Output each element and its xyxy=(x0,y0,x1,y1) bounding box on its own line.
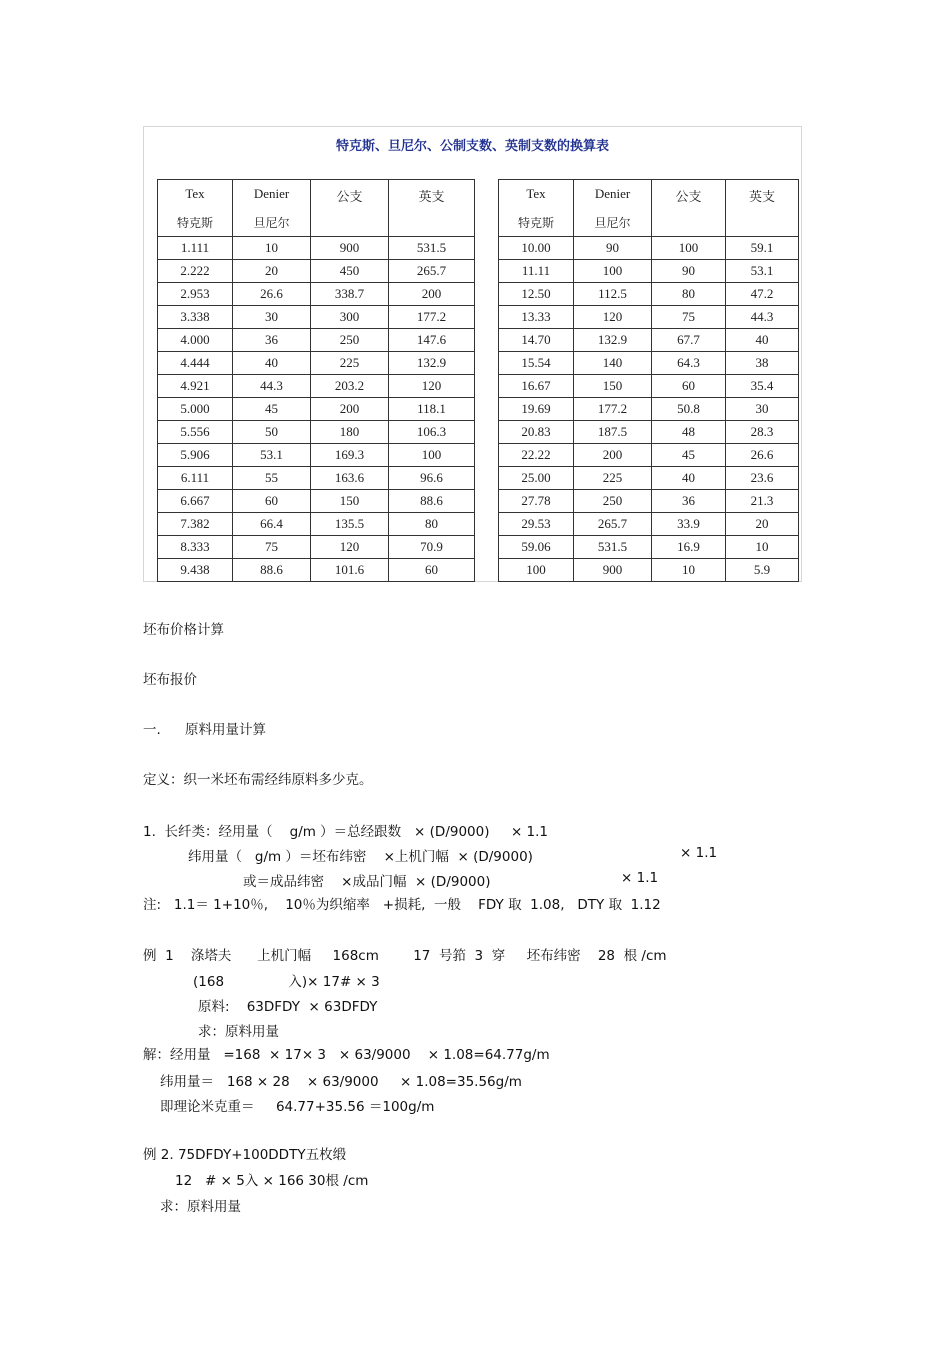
table-cell: 50 xyxy=(233,421,311,444)
table-cell: 120 xyxy=(389,375,475,398)
table-cell: 45 xyxy=(233,398,311,421)
formula-weft-alt-factor: × 1.1 xyxy=(621,870,659,886)
header-label-top: 公支 xyxy=(336,189,363,204)
table-row xyxy=(499,375,799,398)
table-cell: 53.1 xyxy=(233,444,311,467)
table-cell: 45 xyxy=(652,444,726,467)
table-cell: 75 xyxy=(652,306,726,329)
table-cell: 40 xyxy=(652,467,726,490)
table-cell: 106.3 xyxy=(389,421,475,444)
table-cell: 12.50 xyxy=(499,283,574,306)
table-cell: 900 xyxy=(311,237,389,260)
left-header-cell xyxy=(311,180,389,237)
definition-line: 定义：织一米坯布需经纬原料多少克。 xyxy=(143,772,373,788)
table-cell: 187.5 xyxy=(574,421,652,444)
table-cell: 13.33 xyxy=(499,306,574,329)
header-label-bottom: 特克斯 xyxy=(176,216,213,230)
table-cell: 25.00 xyxy=(499,467,574,490)
table-cell: 80 xyxy=(652,283,726,306)
table-cell: 53.1 xyxy=(726,260,799,283)
example1-header: 例 1 涤塔夫 上机门幅 168cm 17 号筘 3 穿 坯布纬密 28 根 /cm xyxy=(143,948,667,964)
table-cell: 250 xyxy=(574,490,652,513)
table-cell: 40 xyxy=(726,329,799,352)
table-cell: 203.2 xyxy=(311,375,389,398)
table-row xyxy=(499,513,799,536)
table-cell: 96.6 xyxy=(389,467,475,490)
table-row xyxy=(499,559,799,582)
right-header-row xyxy=(499,180,799,237)
table-cell: 132.9 xyxy=(389,352,475,375)
table-cell: 1.111 xyxy=(158,237,233,260)
table-cell: 36 xyxy=(652,490,726,513)
figure-title: 特克斯、旦尼尔、公制支数、英制支数的换算表 xyxy=(335,139,609,154)
table-row xyxy=(158,513,475,536)
formula-weft: 纬用量（ g/m ）＝坯布纬密 ×上机门幅 × (D/9000) xyxy=(188,849,533,865)
table-cell: 225 xyxy=(311,352,389,375)
table-cell: 200 xyxy=(311,398,389,421)
table-cell: 59.06 xyxy=(499,536,574,559)
table-cell: 5.000 xyxy=(158,398,233,421)
formula-warp: 1. 长纤类：经用量（ g/m ）＝总经跟数 × (D/9000) × 1.1 xyxy=(143,824,549,840)
table-cell: 47.2 xyxy=(726,283,799,306)
header-label-top: 英支 xyxy=(418,189,445,204)
table-row xyxy=(499,352,799,375)
table-cell: 4.921 xyxy=(158,375,233,398)
table-row xyxy=(158,467,475,490)
conversion-table-right xyxy=(498,179,799,582)
left-header-cell xyxy=(158,180,233,237)
table-cell: 44.3 xyxy=(726,306,799,329)
table-row xyxy=(158,306,475,329)
table-cell: 3.338 xyxy=(158,306,233,329)
table-cell: 2.222 xyxy=(158,260,233,283)
table-cell: 36 xyxy=(233,329,311,352)
table-cell: 531.5 xyxy=(389,237,475,260)
table-row xyxy=(158,260,475,283)
table-cell: 225 xyxy=(574,467,652,490)
table-cell: 30 xyxy=(233,306,311,329)
header-label-bottom: 特克斯 xyxy=(517,216,554,230)
table-cell: 23.6 xyxy=(726,467,799,490)
table-row xyxy=(158,237,475,260)
table-cell: 132.9 xyxy=(574,329,652,352)
right-header-cell xyxy=(652,180,726,237)
table-cell: 64.3 xyxy=(652,352,726,375)
table-row xyxy=(158,352,475,375)
section-title: 原料用量计算 xyxy=(185,722,266,738)
table-cell: 6.111 xyxy=(158,467,233,490)
table-cell: 67.7 xyxy=(652,329,726,352)
header-label-top: Tex xyxy=(185,186,205,201)
table-cell: 135.5 xyxy=(311,513,389,536)
table-row xyxy=(158,398,475,421)
table-row xyxy=(158,444,475,467)
table-cell: 88.6 xyxy=(389,490,475,513)
table-cell: 2.953 xyxy=(158,283,233,306)
table-cell: 60 xyxy=(233,490,311,513)
table-cell: 10 xyxy=(233,237,311,260)
table-cell: 29.53 xyxy=(499,513,574,536)
table-cell: 140 xyxy=(574,352,652,375)
table-cell: 33.9 xyxy=(652,513,726,536)
section-number: 一. xyxy=(143,722,161,738)
table-row xyxy=(499,490,799,513)
table-cell: 80 xyxy=(389,513,475,536)
table-cell: 265.7 xyxy=(574,513,652,536)
example1-spec: (168 入)× 17# × 3 xyxy=(193,974,380,990)
table-cell: 60 xyxy=(389,559,475,582)
table-cell: 30 xyxy=(726,398,799,421)
table-cell: 48 xyxy=(652,421,726,444)
table-cell: 10 xyxy=(652,559,726,582)
left-header-cell xyxy=(389,180,475,237)
note-line: 注: 1.1＝ 1+10％, 10％为织缩率 +损耗, 一般 FDY 取 1.08, DTY 取 1.12 xyxy=(143,897,661,913)
table-cell: 10.00 xyxy=(499,237,574,260)
header-label-top: 英支 xyxy=(748,189,775,204)
table-row xyxy=(499,260,799,283)
table-cell: 14.70 xyxy=(499,329,574,352)
header-label-top: Denier xyxy=(594,186,631,201)
table-cell: 180 xyxy=(311,421,389,444)
table-row xyxy=(499,398,799,421)
table-cell: 177.2 xyxy=(389,306,475,329)
table-cell: 300 xyxy=(311,306,389,329)
table-row xyxy=(158,283,475,306)
table-row xyxy=(158,421,475,444)
table-cell: 4.000 xyxy=(158,329,233,352)
header-label-top: Tex xyxy=(526,186,546,201)
table-cell: 28.3 xyxy=(726,421,799,444)
table-cell: 59.1 xyxy=(726,237,799,260)
table-cell: 118.1 xyxy=(389,398,475,421)
table-cell: 27.78 xyxy=(499,490,574,513)
table-cell: 900 xyxy=(574,559,652,582)
table-cell: 90 xyxy=(574,237,652,260)
table-cell: 44.3 xyxy=(233,375,311,398)
table-cell: 112.5 xyxy=(574,283,652,306)
table-cell: 6.667 xyxy=(158,490,233,513)
table-cell: 5.9 xyxy=(726,559,799,582)
table-cell: 100 xyxy=(389,444,475,467)
table-cell: 20.83 xyxy=(499,421,574,444)
table-cell: 150 xyxy=(311,490,389,513)
table-row xyxy=(158,536,475,559)
table-cell: 200 xyxy=(389,283,475,306)
table-cell: 177.2 xyxy=(574,398,652,421)
table-row xyxy=(499,467,799,490)
table-cell: 250 xyxy=(311,329,389,352)
table-cell: 55 xyxy=(233,467,311,490)
table-cell: 100 xyxy=(652,237,726,260)
table-cell: 120 xyxy=(574,306,652,329)
example1-material: 原料: 63DFDY × 63DFDY xyxy=(198,999,378,1015)
table-cell: 169.3 xyxy=(311,444,389,467)
table-cell: 26.6 xyxy=(726,444,799,467)
table-row xyxy=(499,444,799,467)
table-cell: 10 xyxy=(726,536,799,559)
left-header-cell xyxy=(233,180,311,237)
header-label-top: Denier xyxy=(253,186,290,201)
table-cell: 150 xyxy=(574,375,652,398)
example1-solution-warp: 解：经用量 =168 × 17× 3 × 63/9000 × 1.08=64.77g/m xyxy=(143,1047,550,1063)
table-cell: 11.11 xyxy=(499,260,574,283)
table-cell: 15.54 xyxy=(499,352,574,375)
conversion-table-left xyxy=(157,179,475,582)
table-cell: 200 xyxy=(574,444,652,467)
example2-spec: 12 # × 5入 × 166 30根 /cm xyxy=(175,1173,369,1189)
table-row xyxy=(499,283,799,306)
table-cell: 40 xyxy=(233,352,311,375)
table-row xyxy=(158,490,475,513)
table-cell: 5.556 xyxy=(158,421,233,444)
table-cell: 531.5 xyxy=(574,536,652,559)
table-cell: 450 xyxy=(311,260,389,283)
table-cell: 147.6 xyxy=(389,329,475,352)
right-header-cell xyxy=(574,180,652,237)
table-cell: 7.382 xyxy=(158,513,233,536)
left-header-row xyxy=(158,180,475,237)
table-row xyxy=(158,375,475,398)
formula-weft-factor: × 1.1 xyxy=(680,845,718,861)
table-cell: 90 xyxy=(652,260,726,283)
table-cell: 20 xyxy=(726,513,799,536)
table-cell: 70.9 xyxy=(389,536,475,559)
heading-blank-price-calc: 坯布价格计算 xyxy=(143,622,224,638)
example2-question: 求：原料用量 xyxy=(160,1199,241,1215)
example1-solution-weft: 纬用量＝ 168 × 28 × 63/9000 × 1.08=35.56g/m xyxy=(160,1074,522,1090)
header-label-bottom: 旦尼尔 xyxy=(594,216,631,230)
header-label-top: 公支 xyxy=(675,189,702,204)
table-cell: 26.6 xyxy=(233,283,311,306)
header-label-bottom: 旦尼尔 xyxy=(253,216,290,230)
formula-weft-alt: 或＝成品纬密 ×成品门幅 × (D/9000) xyxy=(243,874,491,890)
table-cell: 38 xyxy=(726,352,799,375)
table-cell: 163.6 xyxy=(311,467,389,490)
right-header-cell xyxy=(499,180,574,237)
table-cell: 66.4 xyxy=(233,513,311,536)
table-cell: 20 xyxy=(233,260,311,283)
table-cell: 22.22 xyxy=(499,444,574,467)
table-cell: 50.8 xyxy=(652,398,726,421)
conversion-table-figure xyxy=(143,126,802,582)
table-cell: 35.4 xyxy=(726,375,799,398)
table-cell: 101.6 xyxy=(311,559,389,582)
table-row xyxy=(499,421,799,444)
table-row xyxy=(499,237,799,260)
table-cell: 8.333 xyxy=(158,536,233,559)
example1-question: 求：原料用量 xyxy=(198,1024,279,1040)
table-cell: 9.438 xyxy=(158,559,233,582)
example2-header: 例 2. 75DFDY+100DDTY五枚缎 xyxy=(143,1147,347,1163)
heading-blank-quote: 坯布报价 xyxy=(143,672,197,688)
table-row xyxy=(499,306,799,329)
table-row xyxy=(499,536,799,559)
table-cell: 16.9 xyxy=(652,536,726,559)
table-cell: 265.7 xyxy=(389,260,475,283)
table-cell: 75 xyxy=(233,536,311,559)
table-row xyxy=(158,559,475,582)
table-cell: 19.69 xyxy=(499,398,574,421)
table-row xyxy=(158,329,475,352)
table-cell: 338.7 xyxy=(311,283,389,306)
table-cell: 100 xyxy=(499,559,574,582)
table-cell: 60 xyxy=(652,375,726,398)
table-cell: 88.6 xyxy=(233,559,311,582)
table-cell: 16.67 xyxy=(499,375,574,398)
table-row xyxy=(499,329,799,352)
table-cell: 120 xyxy=(311,536,389,559)
example1-solution-total: 即理论米克重＝ 64.77+35.56 ＝100g/m xyxy=(160,1099,435,1115)
table-cell: 4.444 xyxy=(158,352,233,375)
table-cell: 5.906 xyxy=(158,444,233,467)
table-cell: 100 xyxy=(574,260,652,283)
table-cell: 21.3 xyxy=(726,490,799,513)
right-header-cell xyxy=(726,180,799,237)
